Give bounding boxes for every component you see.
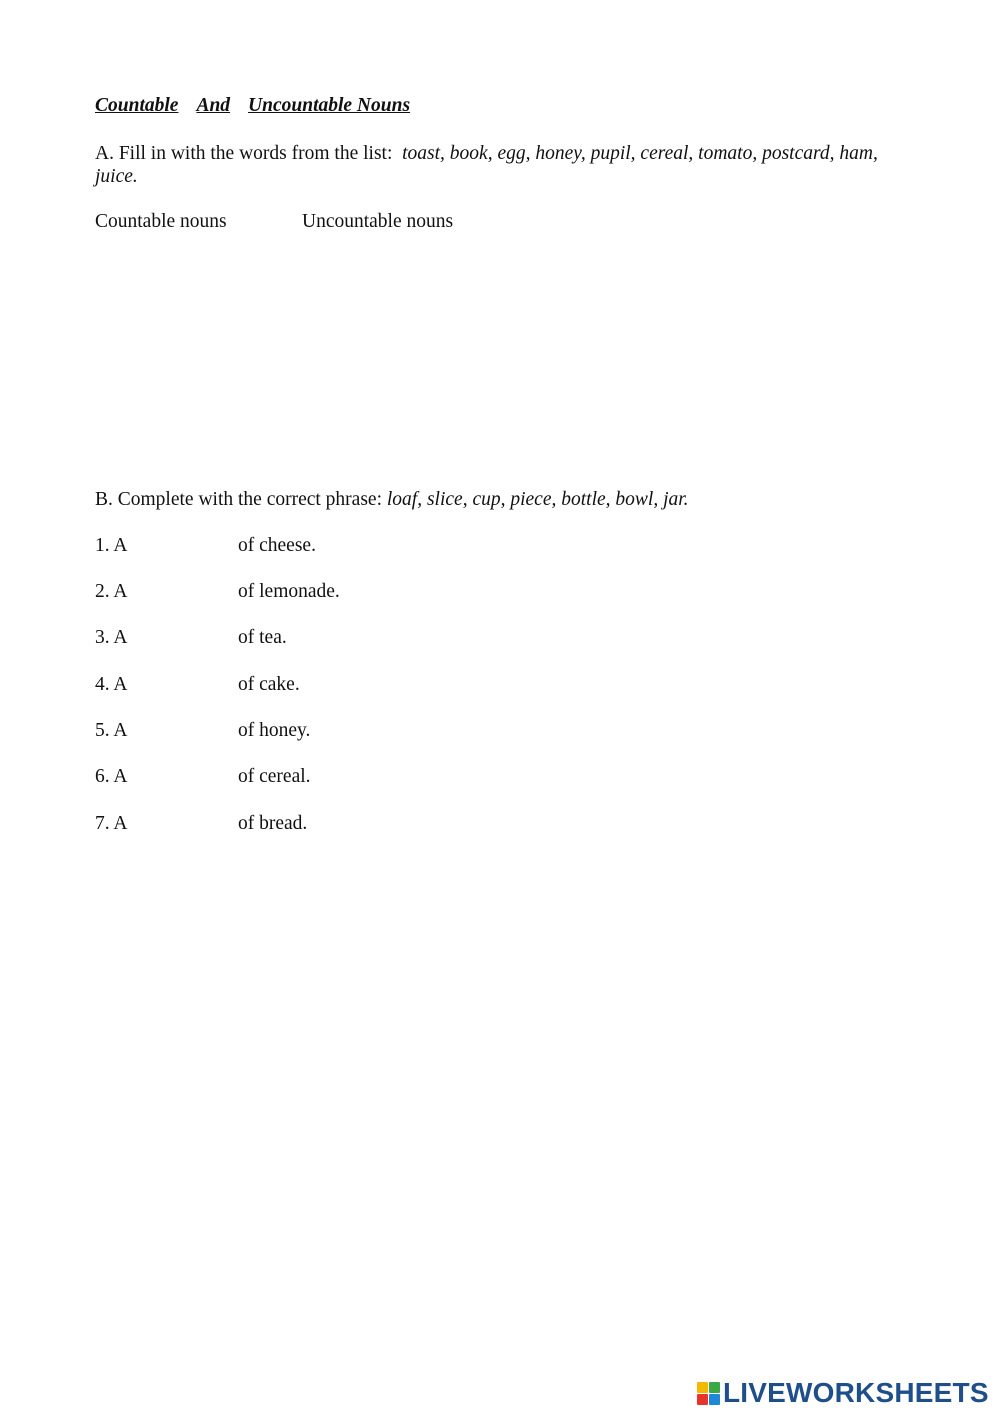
- logo-square-red: [697, 1394, 708, 1405]
- item-6-text: of cereal.: [238, 766, 311, 787]
- section-a-instruction: [95, 142, 885, 188]
- item-4-number: 4. A: [95, 674, 128, 695]
- item-1-text: of cheese.: [238, 535, 316, 556]
- item-2-text: of lemonade.: [238, 581, 340, 602]
- item-7-number: 7. A: [95, 813, 128, 834]
- section-b-prompt: B. Complete with the correct phrase:: [95, 489, 382, 510]
- column-header-uncountable: Uncountable nouns: [302, 211, 454, 232]
- item-1-number: 1. A: [95, 535, 128, 556]
- worksheet-title: [95, 95, 410, 117]
- liveworksheets-logo: [697, 1378, 989, 1408]
- section-a-word-list: toast, book, egg, honey, pupil, cereal, tomato, postcard, ham, juice.: [95, 143, 878, 187]
- title-word-uncountable: Uncountable Nouns: [248, 95, 411, 116]
- item-5-number: 5. A: [95, 720, 128, 741]
- title-word-countable: Countable: [95, 95, 179, 116]
- section-b-word-list: loaf, slice, cup, piece, bottle, bowl, jar.: [386, 489, 689, 510]
- liveworksheets-logo-text: LIVEWORKSHEETS: [723, 1377, 989, 1408]
- logo-square-blue: [709, 1394, 720, 1405]
- item-3-number: 3. A: [95, 627, 128, 648]
- item-4-text: of cake.: [238, 674, 300, 695]
- title-word-and: And: [196, 95, 231, 116]
- item-6-number: 6. A: [95, 766, 128, 787]
- section-a-prompt: A. Fill in with the words from the list:: [95, 143, 393, 164]
- section-b-instruction: [95, 489, 689, 511]
- logo-square-yellow: [697, 1382, 708, 1393]
- item-5-text: of honey.: [238, 720, 311, 741]
- liveworksheets-logo-icon: [697, 1382, 720, 1405]
- column-header-countable: Countable nouns: [95, 211, 227, 232]
- item-7-text: of bread.: [238, 813, 308, 834]
- logo-square-green: [709, 1382, 720, 1393]
- item-3-text: of tea.: [238, 627, 287, 648]
- item-2-number: 2. A: [95, 581, 128, 602]
